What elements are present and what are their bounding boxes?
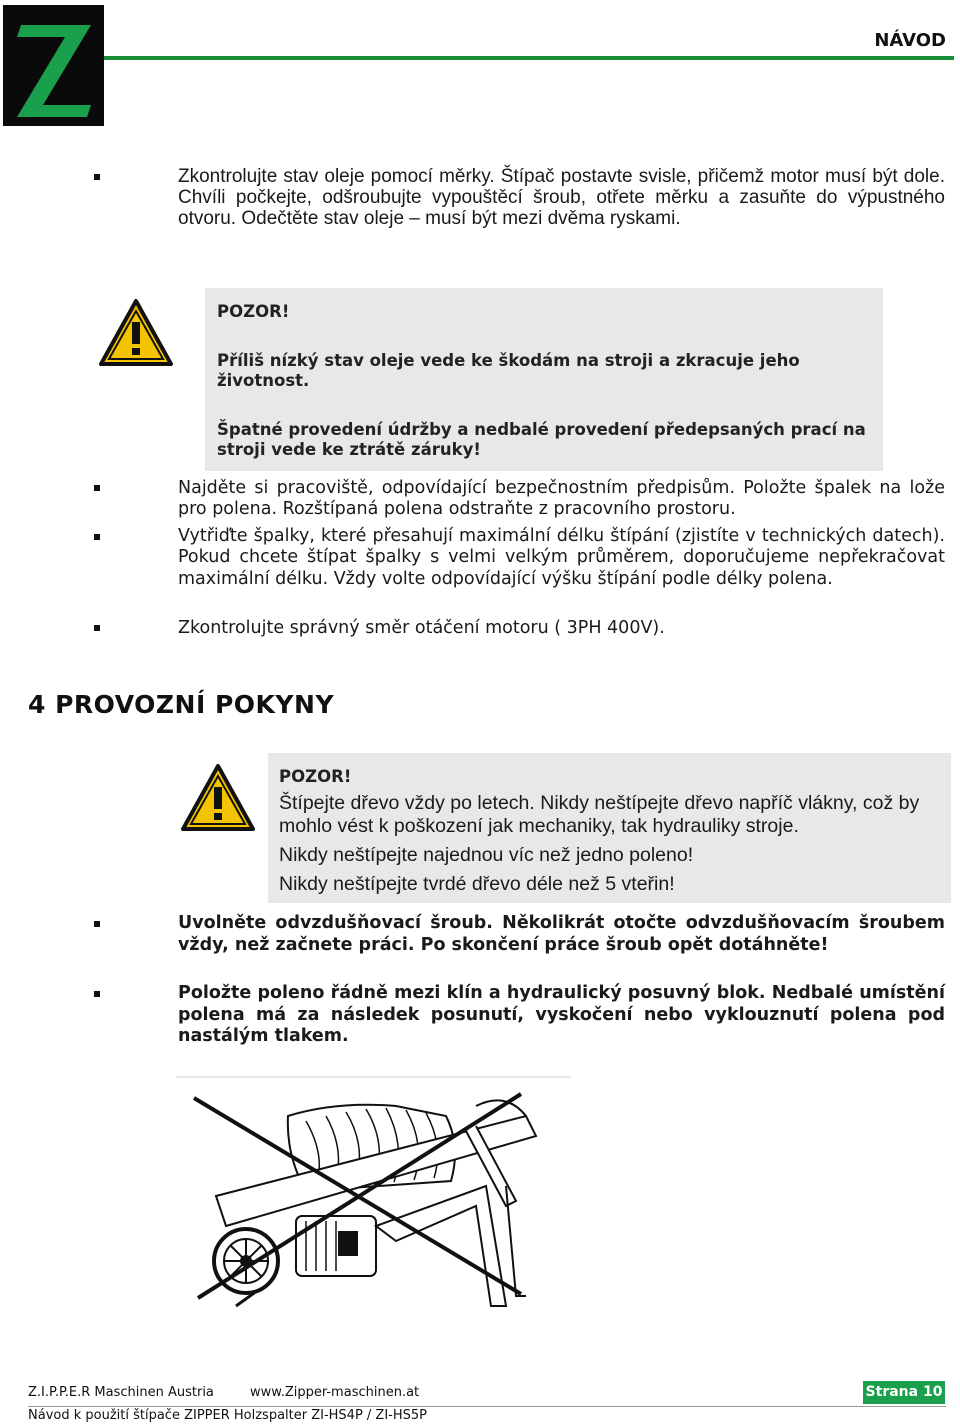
zipper-logo (3, 5, 104, 126)
bleed-screw-paragraph: Uvolněte odvzdušňovací šroub. Několikrát otočte odvzdušňovacím šroubem vždy, než začnete práci. Po skončení práce šroub opět dotáhněte! (178, 913, 945, 955)
section-heading: 4 PROVOZNÍ POKYNY (28, 690, 335, 719)
footer-manual-title: Návod k použití štípače ZIPPER Holzspalter ZI-HS4P / ZI-HS5P (28, 1408, 428, 1423)
warning-line: Nikdy neštípejte tvrdé dřevo déle než 5 vteřin! (279, 873, 675, 895)
oil-check-paragraph: Zkontrolujte stav oleje pomocí měrky. Štípač postavte svisle, přičemž motor musí být dole. Chvíli počkejte, odšroubujte vypouštěcí šroub, otřete měrku a zasuňte do výpustného otvoru. Odečtěte stav oleje – musí být mezi dvěma ryskami. (178, 166, 945, 229)
warning-line: Příliš nízký stav oleje vede ke škodám na stroji a zkracuje jeho životnost. (217, 351, 800, 390)
bullet-marker (94, 174, 100, 180)
page-number-badge: Strana 10 (863, 1381, 945, 1404)
warning-heading: POZOR! (279, 767, 352, 786)
footer-divider (28, 1406, 946, 1407)
header-rule (104, 56, 954, 60)
footer-company: Z.I.P.P.E.R Maschinen Austria (28, 1385, 214, 1400)
log-placement-paragraph: Položte poleno řádně mezi klín a hydraulický posuvný blok. Nedbalé umístění polena má za následek posunutí, vyskočení nebo vyklouznutí polena pod nastálým tlakem. (178, 983, 945, 1046)
warning-triangle-icon (98, 298, 174, 372)
warning-line: Špatné provedení údržby a nedbalé provedení předepsaných prací na stroji vede ke ztrátě záruky! (217, 420, 866, 459)
bullet-marker (94, 534, 100, 540)
logo-letter: Z (53, 65, 54, 66)
workplace-paragraph: Najděte si pracoviště, odpovídající bezpečnostním předpisům. Položte špalek na lože pro polena. Rozštípaná polena odstraňte z pracovního prostoru. (178, 478, 945, 520)
bullet-marker (94, 991, 100, 997)
motor-direction-paragraph: Zkontrolujte správný směr otáčení motoru ( 3PH 400V). (178, 618, 665, 638)
log-sorting-paragraph: Vytřiďte špalky, které přesahují maximální délku štípání (zjistíte v technických datech). Pokud chcete štípat špalky s velmi velkým průměrem, doporučujeme nepřekračovat maximální délku. Vždy volte odpovídající výšku štípání podle délky polena. (178, 526, 945, 589)
footer-website[interactable]: www.Zipper-maschinen.at (250, 1385, 420, 1400)
bullet-marker (94, 485, 100, 491)
bullet-marker (94, 625, 100, 631)
warning-line: Nikdy neštípejte najednou víc než jedno poleno! (279, 844, 694, 866)
warning-heading: POZOR! (217, 302, 290, 321)
warning-triangle-icon (180, 763, 256, 837)
page-title: NÁVOD (874, 30, 946, 51)
warning-line: Štípejte dřevo vždy po letech. Nikdy neštípejte dřevo napříč vlákny, což by mohlo vést k poškození jak mechaniky, tak hydrauliky stroje. (279, 792, 920, 837)
bullet-marker (94, 921, 100, 927)
crossed-out-log-splitter-illustration (176, 1076, 572, 1320)
